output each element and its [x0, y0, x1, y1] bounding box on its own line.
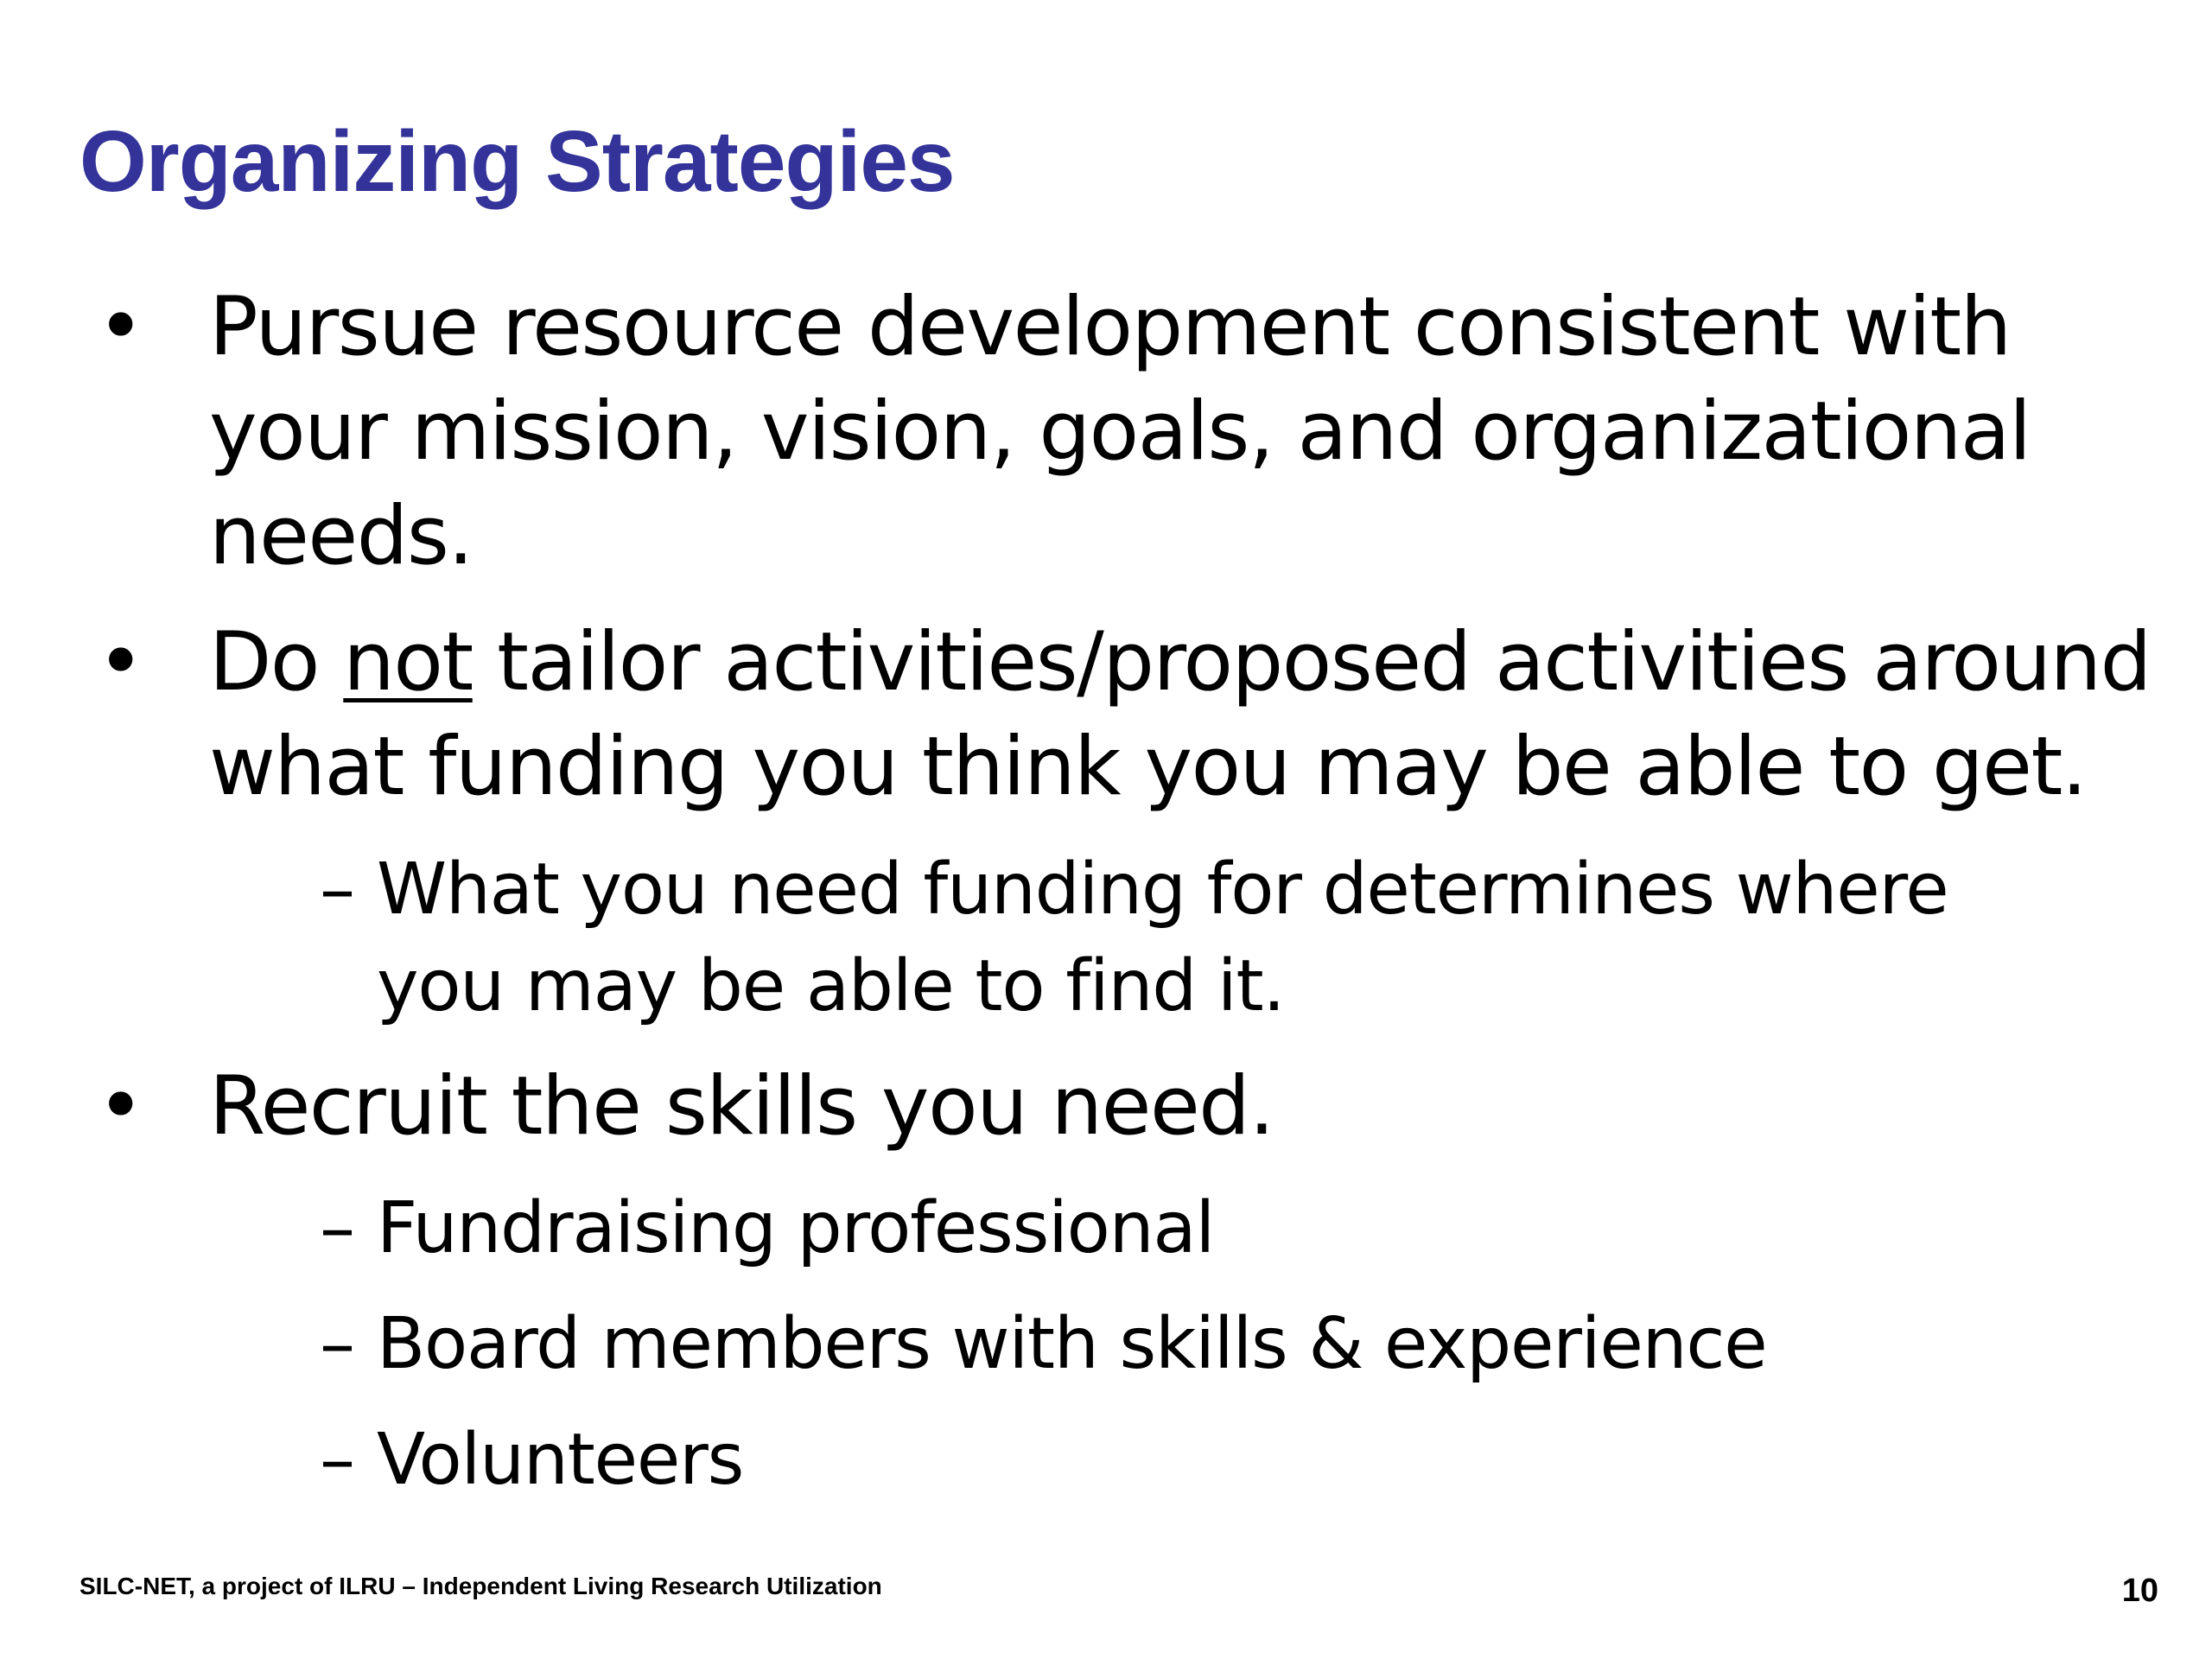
sub-bullet-marker: – — [320, 1419, 354, 1501]
page-number: 10 — [2121, 1573, 2158, 1609]
bullet-text-part: tailor activities/proposed activities around — [472, 615, 2151, 709]
bullet-marker: • — [97, 615, 145, 709]
sub-bullet-marker: – — [320, 1187, 354, 1269]
bullet-text: needs. — [209, 489, 473, 583]
slide-title: Organizing Strategies — [79, 113, 955, 210]
sub-bullet-text: Volunteers — [377, 1419, 744, 1501]
sub-bullet-marker: – — [320, 1303, 354, 1385]
bullet-text: Pursue resource development consistent with — [209, 280, 2011, 374]
bullet-text: what funding you think you may be able to get. — [209, 720, 2087, 814]
emphasis-underlined: not — [343, 615, 473, 709]
bullet-text: Recruit the skills you need. — [209, 1059, 1274, 1154]
sub-bullet-text: Board members with skills & experience — [377, 1303, 1767, 1385]
slide-footer: SILC-NET, a project of ILRU – Independent Living Research Utilization — [79, 1573, 882, 1599]
bullet-text — [209, 610, 2151, 715]
sub-bullet-text: What you need funding for determines where — [377, 849, 1948, 931]
bullet-text: your mission, vision, goals, and organizational — [209, 385, 2031, 479]
sub-bullet-text: you may be able to find it. — [377, 945, 1285, 1027]
bullet-marker: • — [97, 1059, 145, 1154]
bullet-text-part: Do — [209, 615, 344, 709]
bullet-marker: • — [97, 280, 145, 374]
sub-bullet-text: Fundraising professional — [377, 1187, 1215, 1269]
sub-bullet-marker: – — [320, 849, 354, 931]
